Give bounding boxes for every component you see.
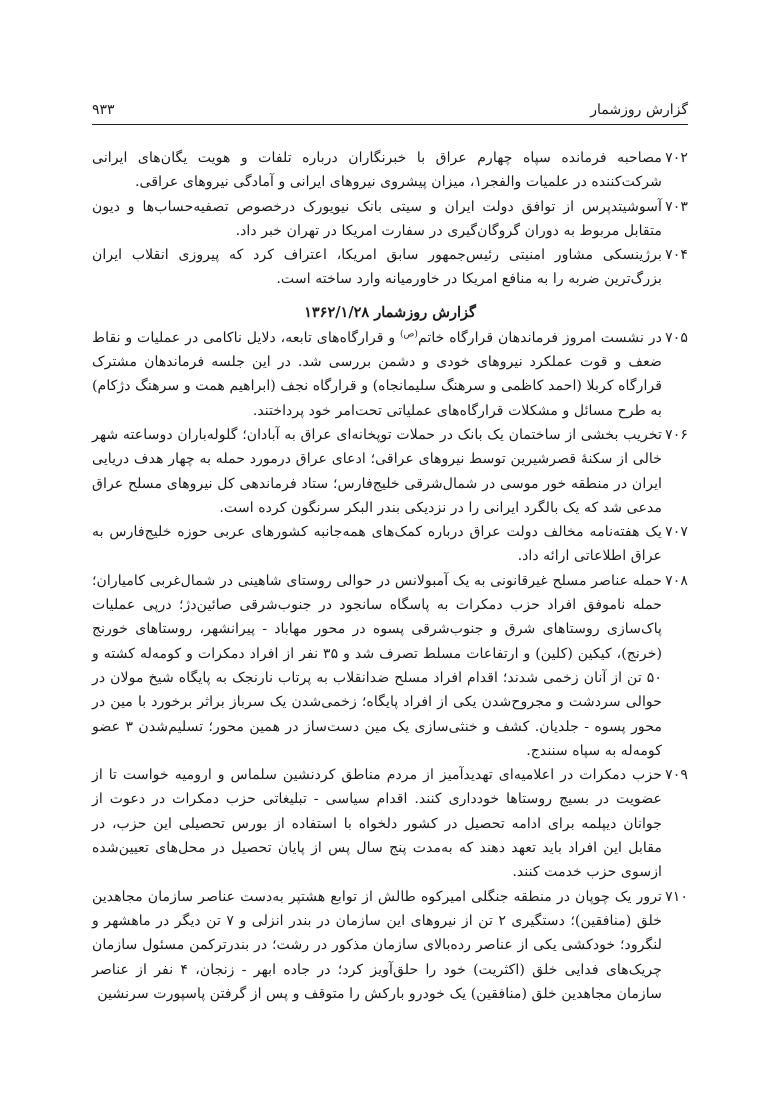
list-item	[92, 326, 688, 423]
entry-number: ۷۰۳	[665, 198, 688, 215]
body-text	[92, 146, 688, 1006]
entry-text: آسوشیتدپرس از توافق دولت ایران و سیتی بانک نیویورک درخصوص تصفیه‌حساب‌ها و دیون متقابل مربوط به دوران گروگان‌گیری در سفارت امریکا در تهران خبر داد.	[92, 198, 662, 239]
section-heading: گزارش روزشمار ۱۳۶۲/۱/۲۸	[304, 303, 476, 321]
entry-number: ۷۰۲	[665, 150, 688, 166]
entry-text: مصاحبه فرمانده سپاه چهارم عراق با خبرنگاران درباره تلفات و هویت یگان‌های ایرانی شرکت‌کننده در علمیات والفجر۱، میزان پیشروی نیروهای ایرانی و آمادگی نیروهای عراقی.	[92, 150, 662, 191]
list-item	[92, 423, 688, 520]
list-item	[92, 243, 688, 292]
entry-number: ۷۰۸	[665, 572, 688, 589]
entry-number: ۷۰۵	[665, 329, 688, 346]
entry-text: حزب دمکرات در اعلامیه‌ای تهدیدآمیز از مردم مناطق کردنشین سلماس و ارومیه خواست تا از عضویت در بسیج روستاها خودداری کنند. اقدام سیاسی - تبلیغاتی حزب دمکرات در دعوت از جوانان دیپلمه برای ادامه تحصیل در کشور دلخواه با استفاده از بورس تحصیلی این حزب، در مقابل این افراد باید تعهد دهند که به‌مدت پنج سال پس از پایان تحصیل در محل‌های تعیین‌شده ازسوی حزب خدمت کنند.	[92, 767, 662, 881]
list-item	[92, 885, 688, 1006]
entry-number: ۷۱۰	[665, 888, 688, 905]
list-item	[92, 763, 688, 884]
list-item	[92, 146, 688, 195]
list-item	[92, 520, 688, 569]
entry-text: حمله عناصر مسلح غیرقانونی به یک آمبولانس در حوالی روستای شاهینی در شمال‌غربی کامیاران؛ حمله ناموفق افراد حزب دمکرات به پاسگاه سانجود در جنوب‌شرقی صائین‌دژ؛ درپی عملیات پاک‌سازی روستاهای شرق و جنوب‌شرقی پسوه در محور مهاباد - پیرانشهر، روستاهای خورنج (خرنج)، کیکین (کلین) و ارتفاعات مسلط تصرف شد و ۳۵ نفر از افراد دمکرات و کومه‌له کشته و ۵۰ تن از آنان زخمی شدند؛ اقدام افراد مسلح ضدانقلاب به پرتاب نارنجک به پایگاه شیخ مولان در حوالی سردشت و مجروح‌شدن یکی از افراد پایگاه؛ زخمی‌شدن یک سرباز براثر برخورد با مین در محور پسوه - جلدیان. کشف و خنثی‌سازی یک مین دست‌ساز در همین محور؛ تسلیم‌شدن ۳ عضو کومه‌له به سپاه سنندج.	[92, 572, 663, 759]
header-divider	[92, 124, 688, 125]
entry-number: ۷۰۴	[665, 247, 688, 264]
running-header	[92, 92, 688, 118]
entry-text-part: و قرارگاه‌های تابعه، دلایل ناکامی در عملیات و نقاط ضعف و قوت عملکرد نیروهای خودی و دشمن بررسی شد. در این جلسه فرماندهان مشترک قرارگاه کربلا (احمد کاظمی و سرهنگ سلیمانجاه) و قرارگاه نجف (ابراهیم همت و سرهنگ دژکام) به طرح مسائل و مشکلات قرارگاه‌های عملیاتی تحت‌امر خود پرداختند.	[92, 329, 662, 419]
entry-text: ترور یک چوپان در منطقه جنگلی امیرکوه طالش از توابع هشتپر به‌دست عناصر سازمان مجاهدین خلق (منافقین)؛ دستگیری ۲ تن از نیروهای این سازمان در بندر انزلی و ۷ تن دیگر در ماهشهر و لنگرود؛ خودکشی یکی از عناصر رده‌بالای سازمان مذکور در رشت؛ در بندرترکمن مسئول سازمان چریک‌های فدایی خلق (اکثریت) خود را حلق‌آویز کرد؛ در جاده ابهر - زنجان، ۴ نفر از عناصر سازمان مجاهدین خلق (منافقین) یک خودرو بارکش را متوقف و پس از گرفتن پاسپورت سرنشین	[92, 888, 662, 1002]
entry-text	[92, 326, 662, 423]
entry-text-part: در نشست امروز فرماندهان قرارگاه خاتم	[417, 329, 662, 346]
entry-text: برژینسکی مشاور امنیتی رئیس‌جمهور سابق امریکا، اعتراف کرد که پیروزی انقلاب ایران بزرگ‌ترین ضربه را به منافع امریکا در خاورمیانه وارد ساخته است.	[92, 247, 662, 288]
entry-number: ۷۰۷	[665, 524, 688, 541]
entry-number: ۷۰۶	[665, 426, 688, 443]
page-number: ۹۳۳	[92, 102, 115, 118]
entry-text: یک هفته‌نامه مخالف دولت عراق درباره کمک‌های همه‌جانبه کشورهای عربی حوزه خلیج‌فارس به عراق اطلاعاتی ارائه داد.	[92, 524, 662, 565]
entry-text: تخریب بخشی از ساختمان یک بانک در حملات توپخانه‌ای عراق به آبادان؛ گلوله‌باران دوساعته شهر خالی از سکنهٔ قصرشیرین توسط نیروهای عراقی؛ ادعای عراق درمورد حمله به چهار هدف دریایی ایران در منطقه خور موسی در شمال‌شرقی خلیج‌فارس؛ ستاد فرماندهی کل نیروهای مسلح عراق مدعی شد که یک بالگرد ایرانی را در نزدیکی بندر البکر سرنگون کرده است.	[92, 426, 662, 516]
list-item	[92, 569, 688, 763]
list-item	[92, 195, 688, 244]
honorific-superscript: (ص)	[400, 329, 418, 340]
entry-number: ۷۰۹	[665, 767, 688, 784]
header-title: گزارش روزشمار	[590, 102, 688, 118]
